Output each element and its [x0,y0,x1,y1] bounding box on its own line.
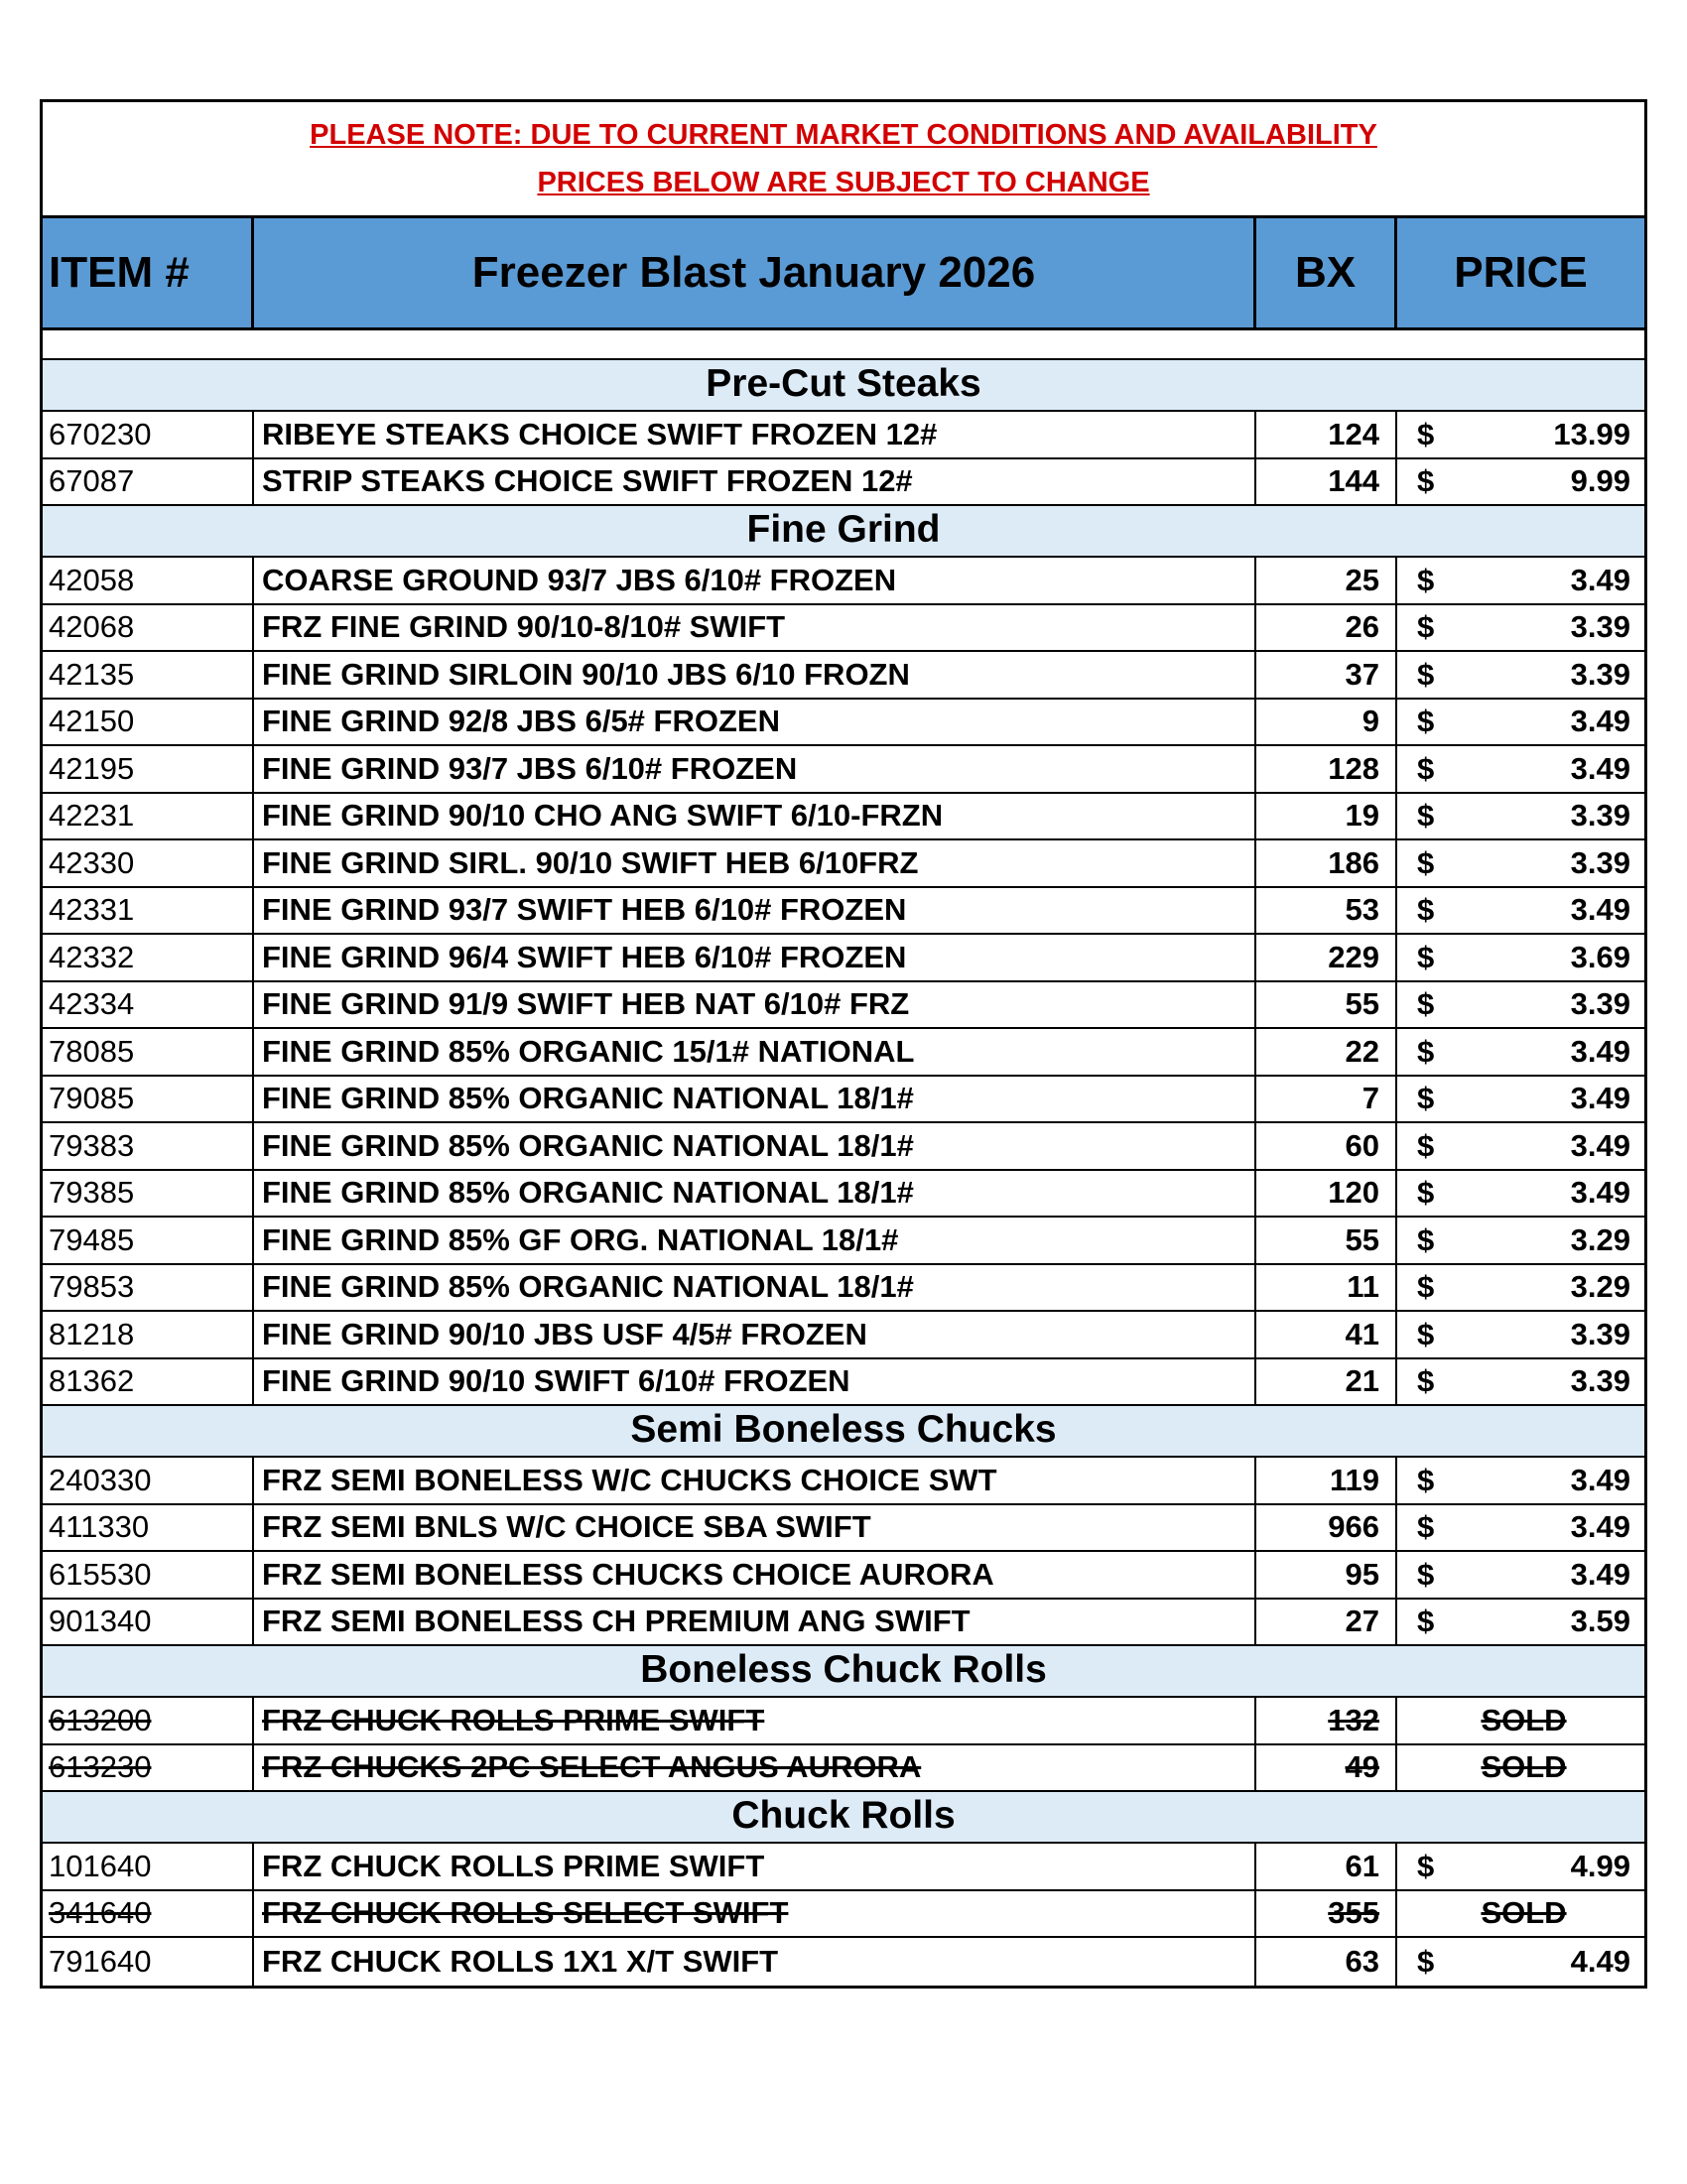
price-value: 3.49 [1570,1462,1630,1497]
item-number: 901340 [43,1600,254,1645]
currency-symbol: $ [1417,463,1435,499]
item-description: FINE GRIND 92/8 JBS 6/5# FROZEN [254,700,1256,745]
price-value: 3.49 [1570,704,1630,739]
price-cell [1397,459,1644,505]
price-cell [1397,1891,1644,1937]
currency-symbol: $ [1417,1269,1435,1305]
item-number: 81362 [43,1359,254,1405]
table-row [43,652,1644,700]
currency-symbol: $ [1417,609,1435,645]
price-cell [1397,1359,1644,1405]
item-description: FRZ CHUCK ROLLS PRIME SWIFT [254,1844,1256,1889]
box-count: 966 [1256,1505,1397,1551]
price-cell [1397,1123,1644,1169]
currency-symbol: $ [1417,750,1435,786]
table-row [43,746,1644,794]
item-number: 79383 [43,1123,254,1169]
item-number: 791640 [43,1938,254,1986]
currency-symbol: $ [1417,416,1435,451]
price-value: 3.49 [1570,1556,1630,1592]
table-row [43,558,1644,605]
table-row [43,1029,1644,1077]
item-number: 42334 [43,982,254,1028]
box-count: 49 [1256,1745,1397,1791]
price-value: 3.49 [1570,1033,1630,1069]
item-number: 42150 [43,700,254,745]
price-value: 9.99 [1570,463,1630,499]
item-description: FINE GRIND SIRLOIN 90/10 JBS 6/10 FROZN [254,652,1256,698]
price-cell [1397,1265,1644,1311]
currency-symbol: $ [1417,1316,1435,1351]
price-value: 3.29 [1570,1269,1630,1305]
box-count: 119 [1256,1458,1397,1503]
box-count: 41 [1256,1312,1397,1357]
price-value: 3.29 [1570,1221,1630,1257]
item-description: FRZ SEMI BONELESS W/C CHUCKS CHOICE SWT [254,1458,1256,1503]
section-header: Boneless Chuck Rolls [43,1646,1644,1698]
item-number: 613230 [43,1745,254,1791]
box-count: 120 [1256,1171,1397,1217]
item-description: FRZ CHUCK ROLLS SELECT SWIFT [254,1891,1256,1937]
price-value: 4.49 [1570,1943,1630,1979]
price-cell [1397,605,1644,651]
header-bx: BX [1256,218,1397,327]
table-row [43,1891,1644,1939]
price-value: 3.39 [1570,986,1630,1022]
currency-symbol: $ [1417,704,1435,739]
price-cell [1397,935,1644,980]
box-count: 27 [1256,1600,1397,1645]
price-value: 3.49 [1570,1127,1630,1163]
section-header: Fine Grind [43,506,1644,558]
item-number: 42195 [43,746,254,792]
item-description: FRZ SEMI BNLS W/C CHOICE SBA SWIFT [254,1505,1256,1551]
currency-symbol: $ [1417,939,1435,974]
price-value: 3.49 [1570,562,1630,597]
table-row [43,982,1644,1030]
box-count: 60 [1256,1123,1397,1169]
box-count: 124 [1256,412,1397,457]
item-number: 42068 [43,605,254,651]
header-price: PRICE [1454,248,1588,297]
header-spacer [43,330,1644,360]
item-number: 42330 [43,840,254,886]
price-cell [1397,982,1644,1028]
item-number: 411330 [43,1505,254,1551]
price-value: 3.39 [1570,1363,1630,1399]
item-number: 79853 [43,1265,254,1311]
price-value: 3.39 [1570,844,1630,880]
item-description: FINE GRIND SIRL. 90/10 SWIFT HEB 6/10FRZ [254,840,1256,886]
table-row [43,1312,1644,1359]
item-description: FINE GRIND 85% GF ORG. NATIONAL 18/1# [254,1218,1256,1263]
box-count: 128 [1256,746,1397,792]
price-cell [1397,1458,1644,1503]
item-description: FINE GRIND 91/9 SWIFT HEB NAT 6/10# FRZ [254,982,1256,1028]
currency-symbol: $ [1417,1033,1435,1069]
price-cell [1397,558,1644,603]
price-value: 3.49 [1570,1509,1630,1545]
box-count: 132 [1256,1698,1397,1743]
item-number: 79485 [43,1218,254,1263]
currency-symbol: $ [1417,986,1435,1022]
item-number: 78085 [43,1029,254,1075]
item-description: FINE GRIND 93/7 SWIFT HEB 6/10# FROZEN [254,888,1256,934]
item-number: 67087 [43,459,254,505]
price-value: 3.49 [1570,1081,1630,1116]
table-row [43,935,1644,982]
item-number: 341640 [43,1891,254,1937]
box-count: 186 [1256,840,1397,886]
box-count: 63 [1256,1938,1397,1986]
price-value: 3.39 [1570,609,1630,645]
currency-symbol: $ [1417,656,1435,692]
currency-symbol: $ [1417,1848,1435,1883]
header-item-number: ITEM # [43,218,254,327]
item-description: FRZ CHUCK ROLLS 1X1 X/T SWIFT [254,1938,1256,1986]
item-description: FINE GRIND 85% ORGANIC NATIONAL 18/1# [254,1171,1256,1217]
price-notice [43,102,1644,218]
table-row [43,1745,1644,1793]
table-row [43,888,1644,936]
currency-symbol: $ [1417,798,1435,834]
price-cell [1397,1698,1644,1743]
item-description: FRZ CHUCK ROLLS PRIME SWIFT [254,1698,1256,1743]
table-row [43,1938,1644,1986]
currency-symbol: $ [1417,1221,1435,1257]
item-number: 240330 [43,1458,254,1503]
table-row [43,605,1644,653]
table-header [43,218,1644,330]
item-description: FRZ SEMI BONELESS CHUCKS CHOICE AURORA [254,1552,1256,1598]
item-description: FRZ FINE GRIND 90/10-8/10# SWIFT [254,605,1256,651]
item-description: FRZ CHUCKS 2PC SELECT ANGUS AURORA [254,1745,1256,1791]
price-cell [1397,840,1644,886]
table-row [43,1171,1644,1219]
item-number: 79085 [43,1077,254,1122]
item-description: FINE GRIND 90/10 SWIFT 6/10# FROZEN [254,1359,1256,1405]
table-row [43,1600,1644,1647]
price-cell [1397,1312,1644,1357]
table-row [43,1123,1644,1171]
currency-symbol: $ [1417,1462,1435,1497]
item-number: 42135 [43,652,254,698]
box-count: 144 [1256,459,1397,505]
box-count: 53 [1256,888,1397,934]
item-description: FINE GRIND 90/10 CHO ANG SWIFT 6/10-FRZN [254,794,1256,839]
currency-symbol: $ [1417,1604,1435,1639]
price-cell [1397,1552,1644,1598]
sold-label: SOLD [1481,1749,1567,1785]
item-description: FINE GRIND 93/7 JBS 6/10# FROZEN [254,746,1256,792]
box-count: 37 [1256,652,1397,698]
currency-symbol: $ [1417,1081,1435,1116]
item-number: 670230 [43,412,254,457]
section-header: Chuck Rolls [43,1792,1644,1844]
table-row [43,1265,1644,1313]
box-count: 22 [1256,1029,1397,1075]
currency-symbol: $ [1417,892,1435,928]
table-row [43,1552,1644,1600]
box-count: 7 [1256,1077,1397,1122]
price-cell [1397,1745,1644,1791]
box-count: 19 [1256,794,1397,839]
price-sheet [40,99,1647,1989]
table-row [43,794,1644,841]
item-description: FINE GRIND 85% ORGANIC NATIONAL 18/1# [254,1123,1256,1169]
price-value: 3.39 [1570,1316,1630,1351]
item-description: FINE GRIND 90/10 JBS USF 4/5# FROZEN [254,1312,1256,1357]
price-value: 3.49 [1570,892,1630,928]
price-value: 3.59 [1570,1604,1630,1639]
table-row [43,459,1644,507]
currency-symbol: $ [1417,1363,1435,1399]
item-description: FINE GRIND 96/4 SWIFT HEB 6/10# FROZEN [254,935,1256,980]
item-number: 81218 [43,1312,254,1357]
table-row [43,1218,1644,1265]
item-description: COARSE GROUND 93/7 JBS 6/10# FROZEN [254,558,1256,603]
sold-label: SOLD [1481,1702,1567,1737]
item-description: FINE GRIND 85% ORGANIC NATIONAL 18/1# [254,1265,1256,1311]
item-number: 42331 [43,888,254,934]
price-cell [1397,746,1644,792]
section-header: Semi Boneless Chucks [43,1406,1644,1458]
currency-symbol: $ [1417,1127,1435,1163]
price-value: 13.99 [1553,416,1630,451]
currency-symbol: $ [1417,1556,1435,1592]
item-description: FINE GRIND 85% ORGANIC 15/1# NATIONAL [254,1029,1256,1075]
item-number: 42058 [43,558,254,603]
currency-symbol: $ [1417,844,1435,880]
item-description: RIBEYE STEAKS CHOICE SWIFT FROZEN 12# [254,412,1256,457]
table-row [43,412,1644,459]
item-number: 79385 [43,1171,254,1217]
price-cell [1397,700,1644,745]
item-number: 42231 [43,794,254,839]
item-description: FINE GRIND 85% ORGANIC NATIONAL 18/1# [254,1077,1256,1122]
currency-symbol: $ [1417,562,1435,597]
currency-symbol: $ [1417,1943,1435,1979]
box-count: 55 [1256,982,1397,1028]
box-count: 25 [1256,558,1397,603]
section-header: Pre-Cut Steaks [43,360,1644,412]
price-value: 3.49 [1570,750,1630,786]
price-cell [1397,1029,1644,1075]
price-value: 3.39 [1570,656,1630,692]
price-value: 4.99 [1570,1848,1630,1883]
price-value: 3.49 [1570,1175,1630,1211]
box-count: 26 [1256,605,1397,651]
box-count: 95 [1256,1552,1397,1598]
price-cell [1397,794,1644,839]
price-cell [1397,1938,1644,1986]
box-count: 61 [1256,1844,1397,1889]
table-row [43,840,1644,888]
price-cell [1397,1218,1644,1263]
price-value: 3.69 [1570,939,1630,974]
table-row [43,1458,1644,1505]
table-row [43,1077,1644,1124]
box-count: 55 [1256,1218,1397,1263]
price-cell [1397,652,1644,698]
item-number: 613200 [43,1698,254,1743]
item-description: STRIP STEAKS CHOICE SWIFT FROZEN 12# [254,459,1256,505]
box-count: 21 [1256,1359,1397,1405]
price-value: 3.39 [1570,798,1630,834]
item-number: 101640 [43,1844,254,1889]
price-cell [1397,1171,1644,1217]
notice-line-2: PRICES BELOW ARE SUBJECT TO CHANGE [537,167,1150,198]
item-number: 615530 [43,1552,254,1598]
price-cell [1397,1600,1644,1645]
price-cell [1397,888,1644,934]
table-body [43,360,1644,1986]
price-cell [1397,1077,1644,1122]
table-row [43,700,1644,747]
sheet-title: Freezer Blast January 2026 [254,218,1256,327]
item-number: 42332 [43,935,254,980]
box-count: 9 [1256,700,1397,745]
price-cell [1397,412,1644,457]
box-count: 355 [1256,1891,1397,1937]
table-row [43,1505,1644,1553]
sold-label: SOLD [1481,1895,1567,1931]
box-count: 229 [1256,935,1397,980]
price-cell [1397,1505,1644,1551]
box-count: 11 [1256,1265,1397,1311]
table-row [43,1698,1644,1745]
notice-line-1: PLEASE NOTE: DUE TO CURRENT MARKET CONDITIONS AND AVAILABILITY [310,119,1377,151]
table-row [43,1844,1644,1891]
currency-symbol: $ [1417,1509,1435,1545]
table-row [43,1359,1644,1407]
item-description: FRZ SEMI BONELESS CH PREMIUM ANG SWIFT [254,1600,1256,1645]
currency-symbol: $ [1417,1175,1435,1211]
price-cell [1397,1844,1644,1889]
